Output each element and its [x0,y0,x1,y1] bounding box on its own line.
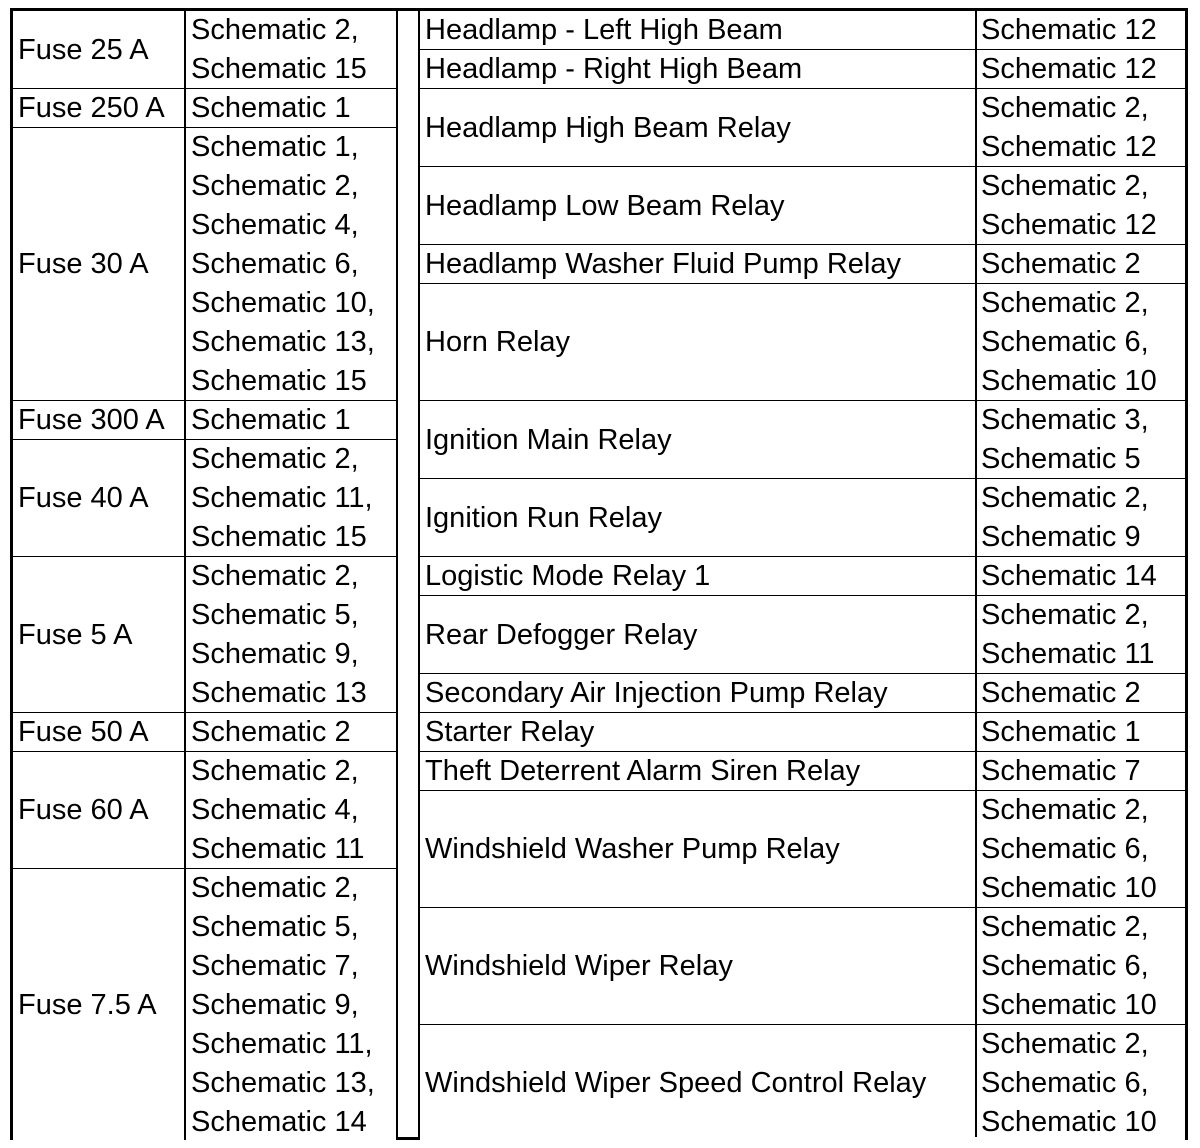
schematic-ref: Schematic 14 [191,1106,367,1138]
schematic-ref: Schematic 6, [981,1067,1149,1099]
fuse-label: Fuse 7.5 A [18,989,157,1021]
schematic-ref: Schematic 10 [981,365,1157,397]
schematic-ref: Schematic 4, [191,794,359,826]
component-label: Starter Relay [425,716,595,748]
component-name-cell [420,89,976,167]
component-name-cell [420,401,976,479]
column-divider [975,11,977,1137]
component-name-cell [420,596,976,674]
schematic-refs-cell [976,401,1185,479]
schematic-ref: Schematic 2, [981,170,1149,202]
schematic-ref: Schematic 13, [191,1067,375,1099]
spacer-column [398,11,418,1137]
schematic-ref: Schematic 1 [981,716,1141,748]
schematic-refs-cell [976,791,1185,908]
schematic-ref: Schematic 9, [191,638,359,670]
schematic-refs-cell [976,50,1185,89]
component-name-cell [420,752,976,791]
schematic-ref: Schematic 2, [191,755,359,787]
component-label: Ignition Main Relay [425,423,672,456]
schematic-refs-cell [976,89,1185,167]
schematic-ref: Schematic 13 [191,677,367,709]
fuse-name-cell [13,89,184,128]
column-divider [184,11,186,1137]
schematic-ref: Schematic 13, [191,326,375,358]
component-name-cell [420,50,976,89]
component-name-cell [420,11,976,50]
component-name-cell [420,557,976,596]
schematic-ref: Schematic 2 [191,716,351,748]
schematic-ref: Schematic 15 [191,521,367,553]
fuse-name-cell [13,752,184,869]
component-label: Headlamp Washer Fluid Pump Relay [425,248,902,280]
schematic-ref: Schematic 2, [191,560,359,592]
fuse-label: Fuse 25 A [18,33,149,66]
schematic-ref: Schematic 7, [191,950,359,982]
schematic-ref: Schematic 11, [191,1028,373,1060]
schematic-ref: Schematic 15 [191,365,367,397]
component-label: Windshield Wiper Relay [425,950,733,982]
schematic-ref: Schematic 6, [191,248,359,280]
schematic-refs-cell [186,401,396,440]
component-label: Headlamp Low Beam Relay [425,189,785,222]
schematic-ref: Schematic 11, [191,482,373,514]
fuse-label: Fuse 300 A [18,404,165,436]
component-label: Logistic Mode Relay 1 [425,560,711,592]
schematic-ref: Schematic 2 [981,677,1141,709]
schematic-refs-cell [186,869,396,1142]
schematic-ref: Schematic 2, [981,794,1149,826]
schematic-ref: Schematic 11 [981,638,1155,670]
schematic-ref: Schematic 10 [981,1106,1157,1138]
schematic-ref: Schematic 10 [981,989,1157,1021]
schematic-refs-cell [976,596,1185,674]
schematic-refs-cell [186,440,396,557]
schematic-ref: Schematic 5, [191,911,359,943]
schematic-ref: Schematic 10, [191,287,375,319]
schematic-ref: Schematic 2, [981,599,1149,631]
schematic-refs-cell [976,167,1185,245]
column-divider [418,11,420,1137]
component-name-cell [420,284,976,401]
schematic-refs-cell [976,908,1185,1025]
schematic-ref: Schematic 2, [981,287,1149,319]
schematic-refs-cell [186,11,396,89]
component-label: Secondary Air Injection Pump Relay [425,677,888,709]
schematic-ref: Schematic 12 [981,131,1157,163]
fuse-name-cell [13,401,184,440]
schematic-ref: Schematic 2, [981,482,1149,514]
component-label: Horn Relay [425,326,571,358]
schematic-refs-cell [976,479,1185,557]
component-label: Headlamp - Right High Beam [425,53,803,85]
fuse-name-cell [13,713,184,752]
schematic-ref: Schematic 12 [981,14,1157,46]
schematic-ref: Schematic 2, [191,443,359,475]
fuse-label: Fuse 50 A [18,716,149,748]
schematic-ref: Schematic 6, [981,950,1149,982]
schematic-refs-cell [186,752,396,869]
schematic-refs-cell [976,752,1185,791]
fuse-name-cell [13,869,184,1142]
schematic-ref: Schematic 1 [191,404,351,436]
schematic-refs-cell [976,284,1185,401]
fuse-name-cell [13,557,184,713]
schematic-ref: Schematic 2, [191,872,359,904]
component-label: Headlamp - Left High Beam [425,14,783,46]
schematic-refs-cell [186,557,396,713]
component-name-cell [420,674,976,713]
schematic-refs-cell [976,557,1185,596]
component-label: Rear Defogger Relay [425,618,698,651]
schematic-ref: Schematic 2 [981,248,1141,280]
schematic-ref: Schematic 3, [981,404,1149,436]
fuse-name-cell [13,128,184,401]
component-label: Theft Deterrent Alarm Siren Relay [425,755,861,787]
schematic-ref: Schematic 2, [191,170,359,202]
schematic-ref: Schematic 2, [981,1028,1149,1060]
schematic-refs-cell [976,1025,1185,1142]
schematic-refs-cell [186,713,396,752]
component-name-cell [420,167,976,245]
component-label: Windshield Washer Pump Relay [425,833,840,865]
fuse-name-cell [13,440,184,557]
fuse-label: Fuse 30 A [18,248,149,280]
component-label: Ignition Run Relay [425,501,662,534]
component-name-cell [420,479,976,557]
schematic-ref: Schematic 5 [981,443,1141,475]
component-label: Headlamp High Beam Relay [425,111,791,144]
component-name-cell [420,1025,976,1142]
schematic-ref: Schematic 7 [981,755,1141,787]
schematic-ref: Schematic 9 [981,521,1141,553]
fuse-name-cell [13,11,184,89]
component-name-cell [420,245,976,284]
schematic-ref: Schematic 12 [981,53,1157,85]
schematic-ref: Schematic 5, [191,599,359,631]
schematic-refs-cell [976,674,1185,713]
schematic-ref: Schematic 2, [981,911,1149,943]
component-name-cell [420,791,976,908]
fuse-label: Fuse 250 A [18,92,165,124]
schematic-ref: Schematic 11 [191,833,365,865]
component-label: Windshield Wiper Speed Control Relay [425,1067,927,1099]
schematic-ref: Schematic 9, [191,989,359,1021]
schematic-ref: Schematic 15 [191,53,367,85]
schematic-refs-cell [976,713,1185,752]
fuse-label: Fuse 40 A [18,482,149,514]
schematic-ref: Schematic 2, [981,92,1149,124]
schematic-ref: Schematic 6, [981,326,1149,358]
fuse-label: Fuse 5 A [18,618,133,651]
schematic-refs-cell [186,89,396,128]
schematic-refs-cell [186,128,396,401]
component-name-cell [420,908,976,1025]
schematic-ref: Schematic 14 [981,560,1157,592]
schematic-ref: Schematic 12 [981,209,1157,241]
schematic-refs-cell [976,245,1185,284]
fuse-relay-table [10,8,1188,1140]
schematic-ref: Schematic 2, [191,14,359,46]
schematic-ref: Schematic 10 [981,872,1157,904]
schematic-ref: Schematic 4, [191,209,359,241]
schematic-ref: Schematic 1, [191,131,359,163]
fuse-label: Fuse 60 A [18,794,149,826]
component-name-cell [420,713,976,752]
schematic-refs-cell [976,11,1185,50]
schematic-ref: Schematic 6, [981,833,1149,865]
schematic-ref: Schematic 1 [191,92,351,124]
